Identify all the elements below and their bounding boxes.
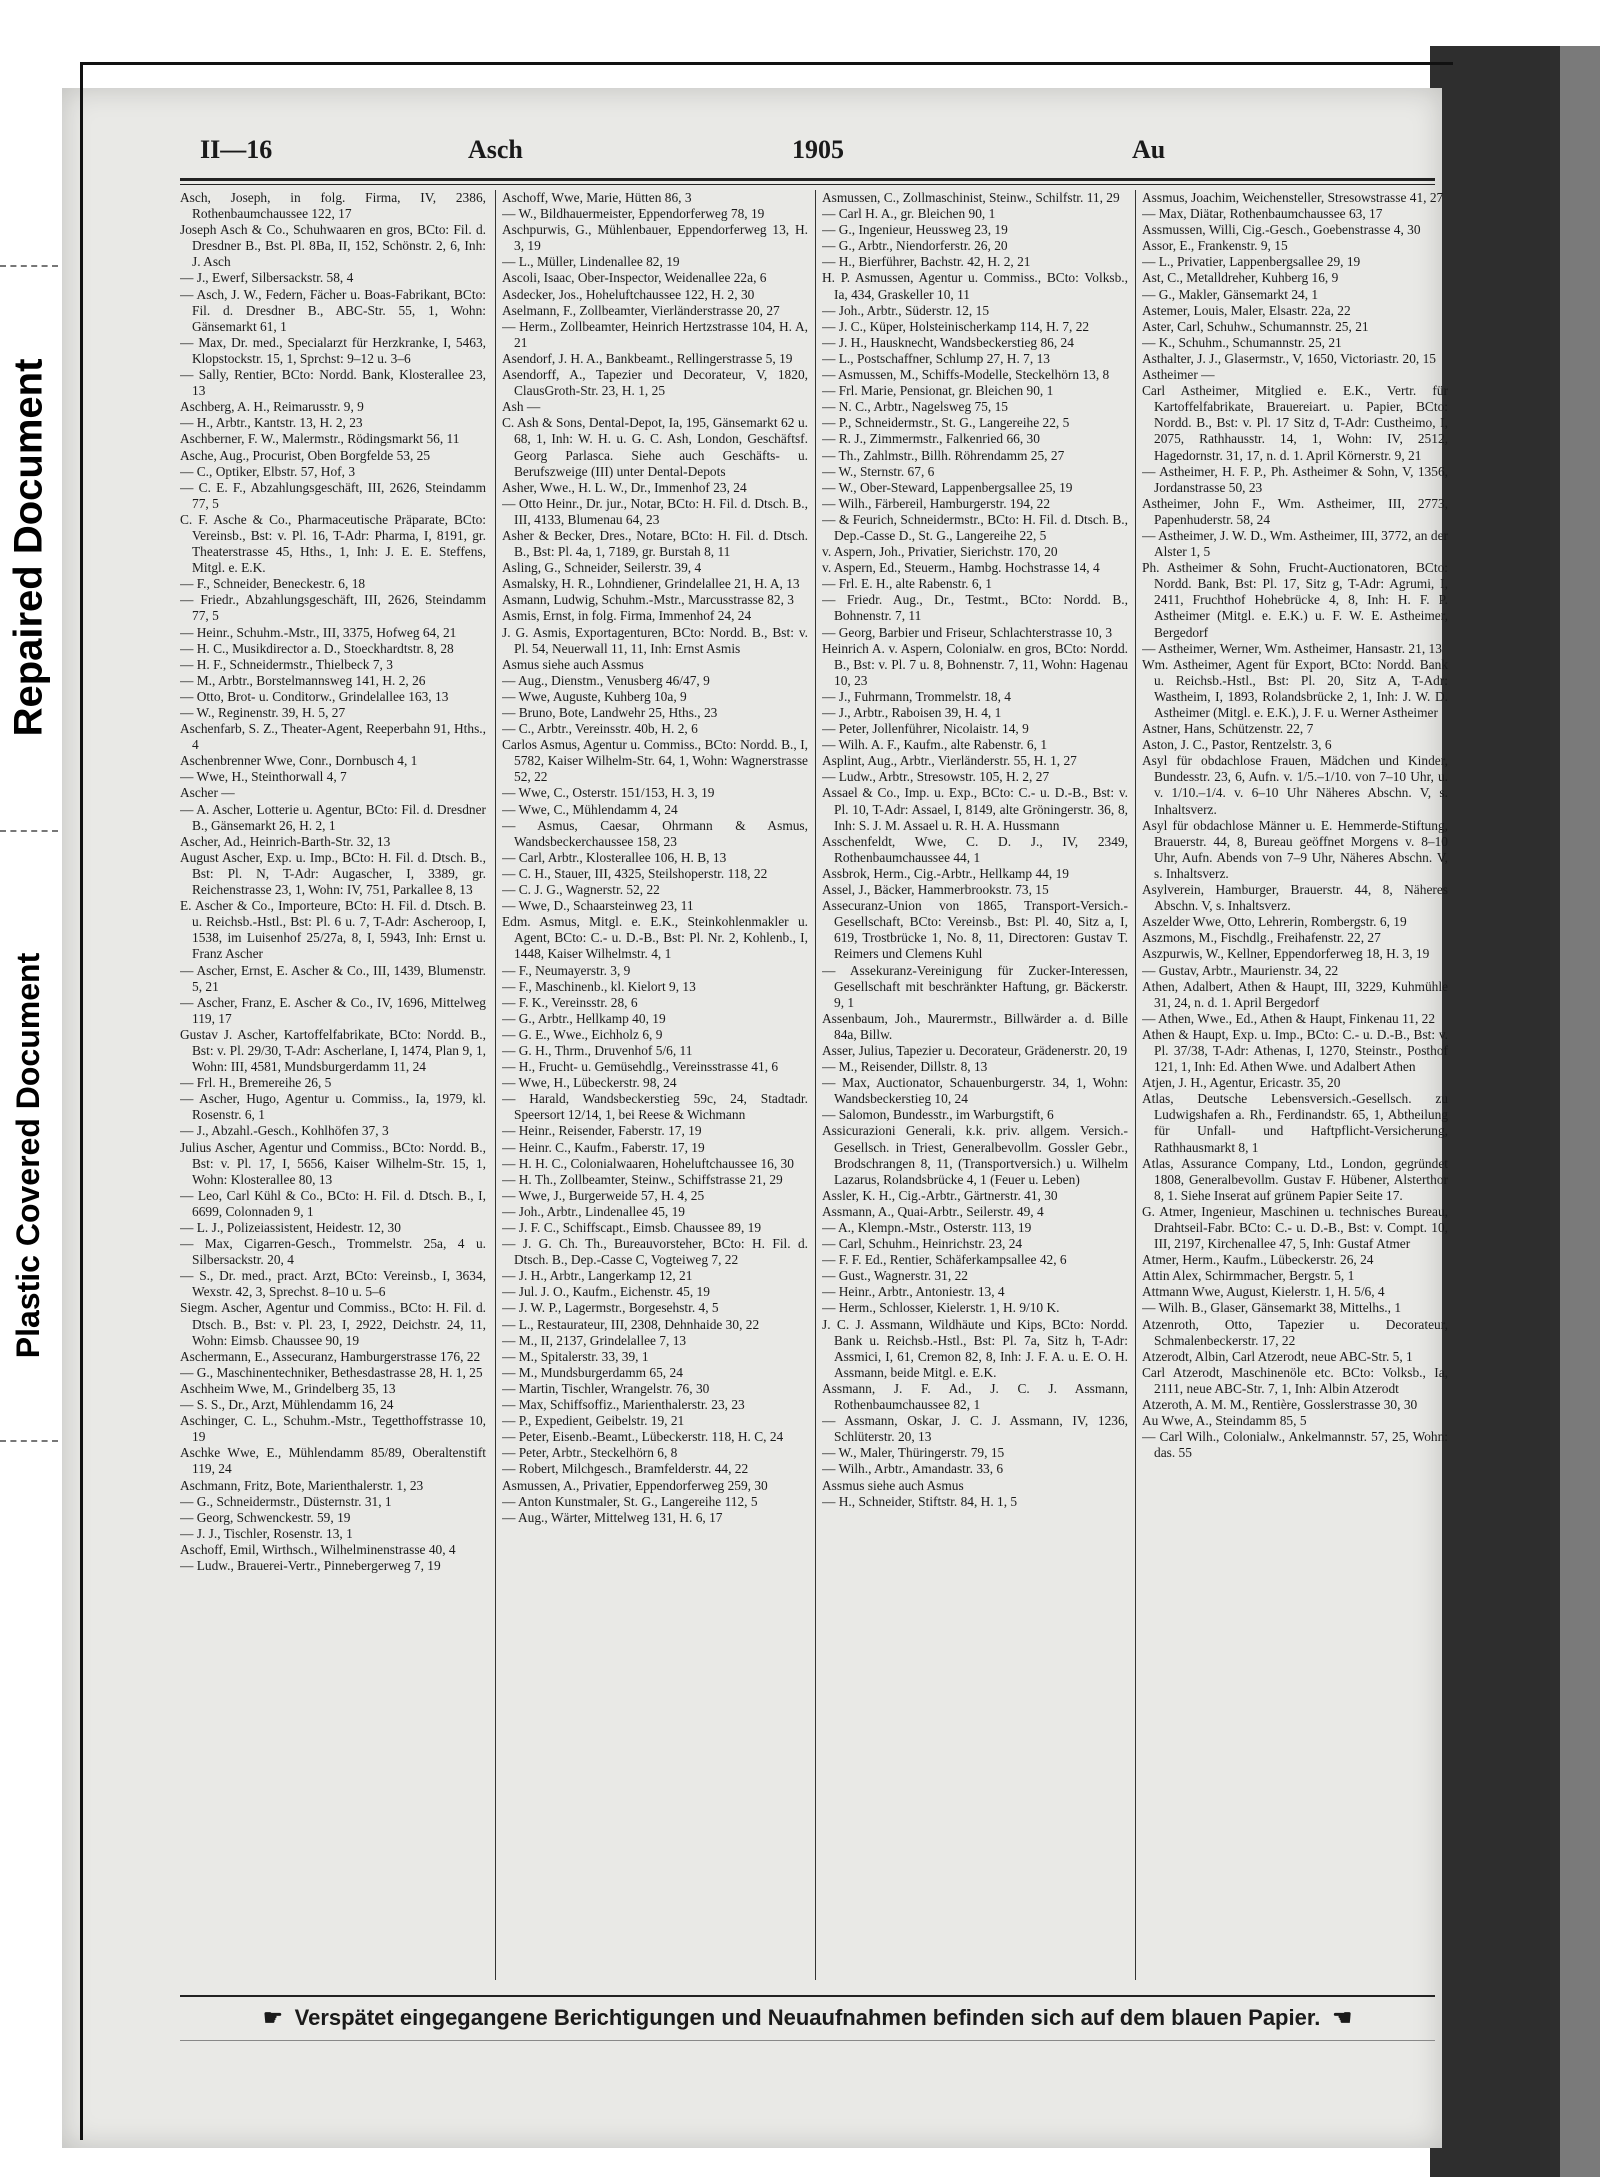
- directory-entry: — J. H., Hausknecht, Wandsbeckerstieg 86, 24: [822, 334, 1074, 350]
- directory-entry: Asmalsky, H. R., Lohndiener, Grindelallee 21, H. A, 13: [502, 576, 800, 592]
- directory-entry: — H. F., Schneidermstr., Thielbeck 7, 3: [180, 656, 393, 672]
- footer-rule: [180, 1995, 1435, 1997]
- directory-entry: — Astheimer, H. F. P., Ph. Astheimer & Sohn, V, 1356, Jordanstrasse 50, 23: [1142, 463, 1448, 495]
- directory-entry: Athen & Haupt, Exp. u. Imp., BCto: C.- u. D.-B., Bst: v. Pl. 37/38, T-Adr: Athenas, I, 1270, Steinstr., Posthof 121, 1, Inh: Ed. Athen Wwe. und Adalbert Athen: [1142, 1026, 1448, 1075]
- directory-entry: — W., Sternstr. 67, 6: [822, 463, 935, 479]
- directory-entry: Assmann, J. F. Ad., J. C. J. Assmann, Rothenbaumchaussee 82, 1: [822, 1380, 1128, 1413]
- directory-entry: J. G. Asmis, Exportagenturen, BCto: Nordd. B., Bst: v. Pl. 54, Neuerwall 11, 11, Inh: Ernst Asmis: [502, 624, 808, 656]
- directory-entry: Assenbaum, Joh., Maurermstr., Billwärder a. d. Bille 84a, Billw.: [822, 1010, 1128, 1042]
- directory-entry: — W., Reginenstr. 39, H. 5, 27: [180, 705, 346, 720]
- directory-entry: — R. J., Zimmermstr., Falkenried 66, 30: [822, 431, 1040, 447]
- directory-entry: Carl Astheimer, Mitglied e. E.K., Vertr. für Kartoffelfabrikate, Brauereiart. u. Papier, BCto: Nordd. B., Bst: v. Pl. 17 Sitz d, T-Adr: Custheimo, I, 2075, Rathhausstr. 14, 1, Wohn: IV, 2512, Hagedornstr. 31, 17, n. d. 1. April Körnerstr. 9, 21: [1142, 383, 1448, 463]
- directory-entry: Aschenfarb, S. Z., Theater-Agent, Reeperbahn 91, Hths., 4: [180, 721, 486, 753]
- directory-entry: — Max, Diätar, Rothenbaumchaussee 63, 17: [1142, 206, 1383, 222]
- directory-entry: — Friedr. Aug., Dr., Testmt., BCto: Nordd. B., Bohnenstr. 7, 11: [822, 592, 1128, 624]
- directory-entry: — Salomon, Bundesstr., im Warburgstift, 6: [822, 1107, 1054, 1123]
- pointing-hand-left-icon: ☛: [262, 2005, 283, 2030]
- directory-entry: — Wwe, Auguste, Kuhberg 10a, 9: [502, 688, 687, 704]
- header-keyword-right: Au: [1132, 135, 1166, 164]
- directory-entry: — Heinr. C., Kaufm., Faberstr. 17, 19: [502, 1139, 705, 1155]
- directory-entry: — Peter, Jollenführer, Nicolaistr. 14, 9: [822, 721, 1029, 737]
- directory-entry: Assor, E., Frankenstr. 9, 15: [1142, 238, 1288, 254]
- page-number: II—16: [200, 135, 273, 164]
- directory-entry: Aschoff, Wwe, Marie, Hütten 86, 3: [502, 190, 692, 205]
- directory-entry: Asch, Joseph, in folg. Firma, IV, 2386, Rothenbaumchaussee 122, 17: [180, 190, 486, 222]
- scan-edge-grey: [1560, 46, 1600, 2177]
- directory-entry: — H., Frucht- u. Gemüsehdlg., Vereinsstrasse 41, 6: [502, 1059, 779, 1075]
- directory-entry: — F., Schneider, Beneckestr. 6, 18: [180, 576, 366, 592]
- directory-entry: Asser, Julius, Tapezier u. Decorateur, Grädenerstr. 20, 19: [822, 1042, 1128, 1058]
- directory-entry: Aszelder Wwe, Otto, Lehrerin, Rombergstr. 6, 19: [1142, 914, 1407, 930]
- directory-entry: Asendorff, A., Tapezier und Decorateur, V, 1820, ClausGroth-Str. 23, H. 1, 25: [502, 367, 808, 399]
- directory-entry: Astemer, Louis, Maler, Elsastr. 22a, 22: [1142, 302, 1351, 318]
- directory-entry: G. Atmer, Ingenieur, Maschinen u. technisches Bureau, Drahtseil-Fabr. BCto: C.- u. D.-B., Bst: v. Compt. 10, III, 2197, Kirchenallee 47, 5, Inh: Gustaf Atmer: [1142, 1203, 1448, 1252]
- directory-entry: Aschermann, E., Assecuranz, Hamburgerstrasse 176, 22: [180, 1348, 481, 1364]
- footer-note: [180, 2005, 1435, 2031]
- directory-entry: Athen, Adalbert, Athen & Haupt, III, 3229, Kuhmühle 31, 24, n. d. 1. April Bergedorf: [1142, 978, 1448, 1010]
- plastic-covered-document-label: Plastic Covered Document: [10, 952, 47, 1358]
- directory-entry: — L., Privatier, Lappenbergsallee 29, 19: [1142, 254, 1361, 270]
- directory-entry: — Sally, Rentier, BCto: Nordd. Bank, Klosterallee 23, 13: [180, 367, 486, 399]
- directory-entry: — C., Optiker, Elbstr. 57, Hof, 3: [180, 463, 356, 479]
- directory-entry: Asmussen, A., Privatier, Eppendorferweg 259, 30: [502, 1477, 768, 1493]
- directory-entry: Ascoli, Isaac, Ober-Inspector, Weidenallee 22a, 6: [502, 270, 767, 286]
- directory-entry: — G., Schneidermstr., Düsternstr. 31, 1: [180, 1493, 392, 1509]
- directory-entry: — L., Postschaffner, Schlump 27, H. 7, 13: [822, 350, 1050, 366]
- header-keyword-left: Asch: [468, 135, 523, 164]
- directory-entry: — F. F. Ed., Rentier, Schäferkampsallee 42, 6: [822, 1252, 1067, 1268]
- directory-entry: — H. Th., Zollbeamter, Steinw., Schiffstrasse 21, 29: [502, 1171, 783, 1187]
- directory-entry: — Max, Cigarren-Gesch., Trommelstr. 25a, 4 u. Silbersackstr. 20, 4: [180, 1236, 486, 1268]
- directory-entry: Aszmons, M., Fischdlg., Freihafenstr. 22, 27: [1142, 930, 1381, 946]
- directory-entry: — Wwe, J., Burgerweide 57, H. 4, 25: [502, 1187, 705, 1203]
- directory-entry: E. Ascher & Co., Importeure, BCto: H. Fil. d. Dtsch. B. u. Reichsb.-Hstl., Bst: Pl. 6 u. 7, T-Adr: Ascheroop, I, 1538, im Luisenhof 25/27a, 8, I, 5943, Inh: Ernst u. Franz Ascher: [180, 898, 486, 962]
- directory-entry: — A., Klempn.-Mstr., Osterstr. 113, 19: [822, 1220, 1032, 1235]
- directory-entry: — C. H., Stauer, III, 4325, Steilshoperstr. 118, 22: [502, 865, 768, 881]
- directory-entry: C. Ash & Sons, Dental-Depot, Ia, 195, Gänsemarkt 62 u. 68, 1, Inh: W. H. u. G. C. Ash, London, Geschäftsf. Georg Parlasca. Siehe auch Geschäfts- u. Berufszweige (III) unter Dental-Depots: [502, 415, 808, 479]
- pointing-hand-right-icon: ☚: [1332, 2005, 1353, 2030]
- directory-entry: Assael & Co., Imp. u. Exp., BCto: C.- u. D.-B., Bst: v. Pl. 10, T-Adr: Assael, I, 8149, alte Gröningerstr. 36, 8, Inh: S. J. M. Assael u. R. H. A. Hussmann: [822, 785, 1128, 833]
- directory-entry: — G., Ingenieur, Heussweg 23, 19: [822, 222, 1008, 238]
- directory-entry: — Martin, Tischler, Wrangelstr. 76, 30: [502, 1380, 710, 1396]
- directory-entry: Au Wwe, A., Steindamm 85, 5: [1142, 1413, 1307, 1429]
- directory-entry: — Wilh. A. F., Kaufm., alte Rabenstr. 6, 1: [822, 737, 1048, 753]
- directory-entry: Siegm. Ascher, Agentur und Commiss., BCto: H. Fil. d. Dtsch. B., Bst: v. Pl. 23, I, 2922, Deichstr. 24, 11, Wohn: Eimsb. Chaussee 90, 19: [180, 1300, 486, 1348]
- directory-entry: Aschmann, Fritz, Bote, Marienthalerstr. 1, 23: [180, 1477, 424, 1493]
- directory-entry: Asmussen, C., Zollmaschinist, Steinw., Schilfstr. 11, 29: [822, 190, 1120, 205]
- directory-entry: — F., Maschinenb., kl. Kielort 9, 13: [502, 978, 696, 994]
- column-divider: [495, 190, 496, 1980]
- directory-entry: Aschheim Wwe, M., Grindelberg 35, 13: [180, 1380, 396, 1396]
- header-rule: [180, 178, 1435, 181]
- directory-entry: — Assmann, Oskar, J. C. J. Assmann, IV, 1236, Schlüterstr. 20, 13: [822, 1413, 1128, 1445]
- directory-entry: Attin Alex, Schirmmacher, Bergstr. 5, 1: [1142, 1268, 1355, 1284]
- directory-entry: — L. J., Polizeiassistent, Heidestr. 12, 30: [180, 1220, 401, 1235]
- directory-entry: Aschoff, Emil, Wirthsch., Wilhelminenstrasse 40, 4: [180, 1541, 456, 1557]
- directory-entry: — Carl, Arbtr., Klosterallee 106, H. B, 13: [502, 849, 727, 865]
- directory-entry: — Carl Wilh., Colonialw., Ankelmannstr. 57, 25, Wohn: das. 55: [1142, 1429, 1448, 1461]
- directory-entry: — Athen, Wwe., Ed., Athen & Haupt, Finkenau 11, 22: [1142, 1010, 1436, 1026]
- directory-entry: — W., Ober-Steward, Lappenbergsallee 25, 19: [822, 479, 1073, 495]
- directory-entry: — H., Schneider, Stiftstr. 84, H. 1, 5: [822, 1493, 1018, 1509]
- directory-entry: — G. E., Wwe., Eichholz 6, 9: [502, 1026, 663, 1042]
- directory-entry: — H., Arbtr., Kantstr. 13, H. 2, 23: [180, 415, 363, 431]
- directory-entry: — F., Neumayerstr. 3, 9: [502, 962, 631, 978]
- directory-entry: Aschinger, C. L., Schuhm.-Mstr., Tegetthoffstrasse 10, 19: [180, 1413, 486, 1445]
- directory-entry: Asendorf, J. H. A., Bankbeamt., Rellingerstrasse 5, 19: [502, 350, 793, 366]
- directory-entry: Astheimer —: [1142, 367, 1215, 383]
- directory-entry: Asmus siehe auch Assmus: [502, 656, 644, 672]
- directory-entry: Astheimer, John F., Wm. Astheimer, III, 2773, Papenhuderstr. 58, 24: [1142, 495, 1448, 527]
- directory-entry: Heinrich A. v. Aspern, Colonialw. en gros, BCto: Nordd. B., Bst: v. Pl. 7 u. 8, Bohnenstr. 7, 11, Wohn: Hagenau 10, 23: [822, 640, 1128, 688]
- directory-entry: C. F. Asche & Co., Pharmaceutische Präparate, BCto: Vereinsb., Bst: v. Pl. 16, T-Adr: Pharma, I, 8191, gr. Theaterstrasse 45, Hths., 1, Inh: J. E. E. Steffens, Mitgl. e. E.K.: [180, 511, 486, 576]
- directory-entry: — C., Arbtr., Vereinsstr. 40b, H. 2, 6: [502, 721, 698, 737]
- directory-entry: Assmus, Joachim, Weichensteller, Stresowstrasse 41, 27: [1142, 190, 1444, 205]
- directory-entry: — Peter, Arbtr., Steckelhörn 6, 8: [502, 1445, 678, 1461]
- directory-entry: Carlos Asmus, Agentur u. Commiss., BCto: Nordd. B., I, 5782, Kaiser Wilhelm-Str. 64, 1, Wohn: Wagnerstrasse 52, 22: [502, 737, 808, 785]
- directory-entry: Attmann Wwe, August, Kielerstr. 1, H. 5/6, 4: [1142, 1284, 1385, 1300]
- directory-entry: Asling, G., Schneider, Seilerstr. 39, 4: [502, 560, 702, 576]
- directory-entry: Aschberner, F. W., Malermstr., Rödingsmarkt 56, 11: [180, 431, 460, 447]
- directory-entry: Aschenbrenner Wwe, Conr., Dornbusch 4, 1: [180, 753, 418, 769]
- directory-entry: Assler, K. H., Cig.-Arbtr., Gärtnerstr. 41, 30: [822, 1187, 1058, 1203]
- directory-entry: — J. G. Ch. Th., Bureauvorsteher, BCto: H. Fil. d. Dtsch. B., Dep.-Casse C, Vogteiweg 7, 22: [502, 1236, 808, 1268]
- directory-entry: August Ascher, Exp. u. Imp., BCto: H. Fil. d. Dtsch. B., Bst: Pl. N, T-Adr: Augascher, I, 3389, gr. Reichenstrasse 23, 1, Wohn: IV, 751, Parkallee 8, 13: [180, 849, 486, 898]
- directory-entry: — M., Spitalerstr. 33, 39, 1: [502, 1348, 649, 1364]
- page-header: [140, 135, 1420, 175]
- directory-entry: Atlas, Deutsche Lebensversich.-Gesellsch. zu Ludwigshafen a. Rh., Ferdinandstr. 65, 1, Abtheilung für Unfall- und Haftpflicht-Versicherung, Rathhausmarkt 8, 1: [1142, 1091, 1448, 1155]
- directory-entry: — Anton Kunstmaler, St. G., Langereihe 112, 5: [502, 1493, 758, 1509]
- directory-entry: — Wwe, C., Mühlendamm 4, 24: [502, 801, 678, 817]
- directory-entry: — J. W. P., Lagermstr., Borgesehstr. 4, 5: [502, 1300, 719, 1316]
- directory-entry: — J., Arbtr., Raboisen 39, H. 4, 1: [822, 705, 1002, 720]
- directory-entry: Assecuranz-Union von 1865, Transport-Versich.-Gesellschaft, BCto: Vereinsb., Bst: Pl. 40, Sitz a, I, 619, Trostbrücke 1, No. 8, 11, Directoren: Gustav T. Reimers und Clemens Kuhl: [822, 898, 1128, 962]
- directory-entry: — J. J., Tischler, Rosenstr. 13, 1: [180, 1525, 353, 1541]
- directory-entry: — N. C., Arbtr., Nagelsweg 75, 15: [822, 399, 1008, 415]
- directory-entry: Assicurazioni Generali, k.k. priv. allgem. Versich.-Gesellsch. in Triest, Generalbevollm. Gossler Gebr., Brodschrangen 8, 11, (Transportversich.) u. Wilhelm Lazarus, Rolandsbrücke 4, 1 (Feuer u. Leben): [822, 1123, 1128, 1187]
- directory-entry: Gustav J. Ascher, Kartoffelfabrikate, BCto: Nordd. B., Bst: v. Pl. 29/30, T-Adr: Ascherlane, I, 1474, Plan 9, 1, Wohn: III, 4581, Mundsburgerdamm 11, 24: [180, 1026, 486, 1075]
- directory-entry: — Joh., Arbtr., Lindenallee 45, 19: [502, 1203, 685, 1219]
- directory-entry: — Assekuranz-Vereinigung für Zucker-Interessen, Gesellschaft mit beschränkter Haftung, gr. Bäckerstr. 9, 1: [822, 962, 1128, 1010]
- directory-entry: v. Aspern, Joh., Privatier, Sierichstr. 170, 20: [822, 544, 1058, 560]
- directory-entry: Assbrok, Herm., Cig.-Arbtr., Hellkamp 44, 19: [822, 865, 1069, 881]
- directory-entry: v. Aspern, Ed., Steuerm., Hambg. Hochstrasse 14, 4: [822, 560, 1100, 576]
- directory-entry: Aster, Carl, Schuhw., Schumannstr. 25, 21: [1142, 318, 1369, 334]
- directory-entry: — Wilh., Färbereil, Hamburgerstr. 194, 22: [822, 495, 1051, 511]
- column-divider: [815, 190, 816, 1980]
- side-panel: [0, 0, 58, 2177]
- directory-entry: Asche, Aug., Procurist, Oben Borgfelde 53, 25: [180, 447, 431, 463]
- directory-entry: — C. J. G., Wagnerstr. 52, 22: [502, 882, 660, 898]
- directory-entry: — Ascher, Franz, E. Ascher & Co., IV, 1696, Mittelweg 119, 17: [180, 994, 486, 1026]
- directory-entry: — Harald, Wandsbeckerstieg 59c, 24, Stadtadr. Speersort 12/14, 1, bei Reese & Wichmann: [502, 1091, 808, 1123]
- directory-entry: — Aug., Dienstm., Venusberg 46/47, 9: [502, 672, 710, 688]
- directory-entry: — H. C., Musikdirector a. D., Stoeckhardtstr. 8, 28: [180, 640, 454, 656]
- directory-entry: — P., Schneidermstr., St. G., Langereihe 22, 5: [822, 415, 1070, 431]
- directory-entry: Asher & Becker, Dres., Notare, BCto: H. Fil. d. Dtsch. B., Bst: Pl. 4a, 1, 7189, gr. Burstah 8, 11: [502, 527, 808, 560]
- directory-entry: — Bruno, Bote, Landwehr 25, Hths., 23: [502, 705, 718, 720]
- directory-entry: Aston, J. C., Pastor, Rentzelstr. 3, 6: [1142, 737, 1332, 753]
- header-rule-thin: [180, 184, 1435, 185]
- directory-entry: — Georg, Barbier und Friseur, Schlachterstrasse 10, 3: [822, 624, 1113, 640]
- directory-entry: — Asch, J. W., Federn, Fächer u. Boas-Fabrikant, BCto: Fil. d. Dresdner B., ABC-Str. 55, 1, Wohn: Gänsemarkt 61, 1: [180, 286, 486, 334]
- directory-entry: Aschke Wwe, E., Mühlendamm 85/89, Oberaltenstift 119, 24: [180, 1445, 486, 1477]
- directory-entry: — Wilh. B., Glaser, Gänsemarkt 38, Mittelhs., 1: [1142, 1300, 1402, 1316]
- side-divider-bottom: [0, 1440, 58, 1442]
- directory-entry: — Herm., Schlosser, Kielerstr. 1, H. 9/10 K.: [822, 1300, 1060, 1316]
- directory-entry: Aschberg, A. H., Reimarusstr. 9, 9: [180, 399, 364, 415]
- directory-entry: — F. K., Vereinsstr. 28, 6: [502, 994, 638, 1010]
- directory-entry: — J., Abzahl.-Gesch., Kohlhöfen 37, 3: [180, 1123, 389, 1139]
- entries-column-1: [180, 190, 486, 1980]
- directory-entry: — Th., Zahlmstr., Billh. Röhrendamm 25, 27: [822, 447, 1065, 463]
- directory-entry: Joseph Asch & Co., Schuhwaaren en gros, BCto: Fil. d. Dresdner B., Bst. Pl. 8Ba, II, 152, Schönstr. 2, 6, Inh: J. Asch: [180, 222, 486, 270]
- directory-entry: — G. H., Thrm., Druvenhof 5/6, 11: [502, 1042, 693, 1058]
- directory-entry: Assmussen, Willi, Cig.-Gesch., Goebenstrasse 4, 30: [1142, 222, 1421, 238]
- directory-entry: — Joh., Arbtr., Süderstr. 12, 15: [822, 302, 990, 318]
- directory-entry: Asyl für obdachlose Männer u. E. Hemmerde-Stiftung, Brauerstr. 44, 8, Bureau geöffnet Morgens v. 8–10 Uhr, Aufn. Abends von 7–9 Uhr, Näheres Abschn. V, s. Inhaltsverz.: [1142, 817, 1448, 881]
- directory-entry: — Astheimer, J. W. D., Wm. Astheimer, III, 3772, an der Alster 1, 5: [1142, 527, 1448, 560]
- directory-entry: — G., Arbtr., Niendorferstr. 26, 20: [822, 238, 1008, 254]
- directory-entry: — Ludw., Arbtr., Stresowstr. 105, H. 2, 27: [822, 769, 1050, 785]
- directory-entry: — M., Reisender, Dillstr. 8, 13: [822, 1059, 988, 1075]
- directory-entry: — Ascher, Hugo, Agentur u. Commiss., Ia, 1979, kl. Rosenstr. 6, 1: [180, 1091, 486, 1123]
- directory-entry: Edm. Asmus, Mitgl. e. E.K., Steinkohlenmakler u. Agent, BCto: C.- u. D.-B., Bst: Pl. Nr. 2, Kohlenb., I, 1448, Kaiser Wilhelmstr. 4, 1: [502, 914, 808, 962]
- entries-column-2: [502, 190, 808, 1980]
- directory-entry: — Heinr., Reisender, Faberstr. 17, 19: [502, 1123, 702, 1139]
- directory-entry: J. C. J. Assmann, Wildhäute und Kips, BCto: Nordd. Bank u. Reichsb.-Hstl., Bst: Pl. 7a, Sitz h, T-Adr: Assmici, I, 61, Cremon 82, 8, Inh: J. F. A. u. E. O. H. Assmann, beide Mitgl. e. E.K.: [822, 1316, 1128, 1380]
- directory-entry: Ast, C., Metalldreher, Kuhberg 16, 9: [1142, 270, 1339, 286]
- directory-entry: Atzerodt, Albin, Carl Atzerodt, neue ABC-Str. 5, 1: [1142, 1348, 1413, 1364]
- directory-entry: Julius Ascher, Agentur und Commiss., BCto: Nordd. B., Bst: v. Pl. 17, I, 5656, Kaiser Wilhelm-Str. 15, 1, Wohn: Klosterallee 80, 13: [180, 1139, 486, 1187]
- directory-entry: Asylverein, Hamburger, Brauerstr. 44, 8, Näheres Abschn. V, s. Inhaltsverz.: [1142, 882, 1448, 914]
- directory-entry: Aszpurwis, W., Kellner, Eppendorferweg 18, H. 3, 19: [1142, 946, 1430, 962]
- column-divider: [1135, 190, 1136, 1980]
- directory-entry: — A. Ascher, Lotterie u. Agentur, BCto: Fil. d. Dresdner B., Gänsemarkt 26, H. 2, 1: [180, 801, 486, 833]
- directory-entry: — J. C., Küper, Holsteinischerkamp 114, H. 7, 22: [822, 318, 1090, 334]
- directory-entry: Atlas, Assurance Company, Ltd., London, gegründet 1808, Generalbevollm. Gustav F. Hübener, Alsterthor 8, 1. Siehe Inserat auf grünem Papier Seite 17.: [1142, 1155, 1448, 1203]
- directory-entry: — Frl. Marie, Pensionat, gr. Bleichen 90, 1: [822, 383, 1054, 399]
- directory-entry: — Gustav, Arbtr., Maurienstr. 34, 22: [1142, 962, 1339, 978]
- directory-entry: — Ascher, Ernst, E. Ascher & Co., III, 1439, Blumenstr. 5, 21: [180, 962, 486, 994]
- directory-entry: — Jul. J. O., Kaufm., Eichenstr. 45, 19: [502, 1284, 710, 1300]
- directory-entry: — Friedr., Abzahlungsgeschäft, III, 2626, Steindamm 77, 5: [180, 592, 486, 624]
- footer-text: Verspätet eingegangene Berichtigungen und Neuaufnahmen befinden sich auf dem blauen Papier.: [294, 2005, 1321, 2030]
- directory-entry: Ascher —: [180, 785, 235, 801]
- directory-entry: — W., Bildhauermeister, Eppendorferweg 78, 19: [502, 206, 765, 222]
- directory-entry: — Wwe, H., Steinthorwall 4, 7: [180, 769, 347, 785]
- directory-entry: Atzeroth, A. M. M., Rentière, Gosslerstrasse 30, 30: [1142, 1397, 1418, 1413]
- directory-entry: Asschenfeldt, Wwe, C. D. J., IV, 2349, Rothenbaumchaussee 44, 1: [822, 833, 1128, 865]
- directory-entry: — L., Müller, Lindenallee 82, 19: [502, 254, 680, 270]
- directory-entry: — Carl H. A., gr. Bleichen 90, 1: [822, 206, 996, 222]
- directory-entry: Ph. Astheimer & Sohn, Frucht-Auctionatoren, BCto: Nordd. Bank, Bst: Pl. 17, Sitz g, T-Adr: Agrumi, I, 2411, Fruchthof Hohebrücke 4, 8, Inh: H. F. P. Astheimer (Mitgl. e. E.K.) u. F. W. E. Astheimer, Bergedorf: [1142, 560, 1448, 640]
- directory-entry: — J. H., Arbtr., Langerkamp 12, 21: [502, 1268, 693, 1284]
- directory-entry: Asdecker, Jos., Hoheluftchaussee 122, H. 2, 30: [502, 286, 755, 302]
- directory-entry: — Leo, Carl Kühl & Co., BCto: H. Fil. d. Dtsch. B., I, 6699, Colonnaden 9, 1: [180, 1187, 486, 1219]
- directory-entry: — H. H. C., Colonialwaaren, Hoheluftchaussee 16, 30: [502, 1155, 794, 1171]
- directory-entry: — Max, Dr. med., Specialarzt für Herzkranke, I, 5463, Klopstockstr. 15, 1, Sprchst: 9–12 u. 3–6: [180, 334, 486, 366]
- directory-entry: Atjen, J. H., Agentur, Ericastr. 35, 20: [1142, 1075, 1341, 1091]
- directory-entry: — & Feurich, Schneidermstr., BCto: H. Fil. d. Dtsch. B., Dep.-Casse D., St. G., Langereihe 22, 5: [822, 511, 1128, 543]
- directory-entry: Asthalter, J. J., Glasermstr., V, 1650, Victoriastr. 20, 15: [1142, 350, 1436, 366]
- directory-entry: Asmis, Ernst, in folg. Firma, Immenhof 24, 24: [502, 608, 752, 624]
- directory-entry: — Wwe, C., Osterstr. 151/153, H. 3, 19: [502, 785, 715, 801]
- directory-entry: — P., Expedient, Geibelstr. 19, 21: [502, 1413, 685, 1429]
- directory-entry: — M., Arbtr., Borstelmannsweg 141, H. 2, 26: [180, 672, 426, 688]
- directory-entry: Astner, Hans, Schützenstr. 22, 7: [1142, 721, 1314, 737]
- directory-entry: Asplint, Aug., Arbtr., Vierländerstr. 55, H. 1, 27: [822, 753, 1077, 769]
- directory-entry: — Max, Schiffsoffiz., Marienthalerstr. 23, 23: [502, 1397, 745, 1413]
- directory-entry: — Carl, Schuhm., Heinrichstr. 23, 24: [822, 1236, 1023, 1252]
- directory-entry: — Heinr., Schuhm.-Mstr., III, 3375, Hofweg 64, 21: [180, 624, 457, 640]
- repaired-document-label: Repaired Document: [6, 358, 51, 737]
- side-divider-top: [0, 265, 58, 267]
- directory-entry: — S., Dr. med., pract. Arzt, BCto: Vereinsb., I, 3634, Wexstr. 42, 3, Sprechst. 8–10 u. 5–6: [180, 1268, 486, 1300]
- directory-entry: Carl Atzerodt, Maschinenöle etc. BCto: Volksb., Ia, 2111, neue ABC-Str. 7, 1, Inh: Albin Atzerodt: [1142, 1364, 1448, 1396]
- directory-entry: — Ludw., Brauerei-Vertr., Pinnebergerweg 7, 19: [180, 1557, 441, 1573]
- directory-entry: Wm. Astheimer, Agent für Export, BCto: Nordd. Bank u. Reichsb.-Hstl., Bst: Pl. 20, Sitz A, T-Adr: Wastheim, I, 1893, Rolandsbrücke 2, 1, Inh: J. W. D. Astheimer (Mitgl. e. E.K.), J. F. u. Werner Astheimer: [1142, 656, 1448, 720]
- directory-entry: Aselmann, F., Zollbeamter, Vierländerstrasse 20, 27: [502, 302, 780, 318]
- directory-entry: — W., Maler, Thüringerstr. 79, 15: [822, 1445, 1005, 1461]
- directory-entry: Ash —: [502, 399, 541, 415]
- directory-entry: — G., Maschinentechniker, Bethesdastrasse 28, H. 1, 25: [180, 1364, 483, 1380]
- directory-entry: — Aug., Wärter, Mittelweg 131, H. 6, 17: [502, 1509, 723, 1525]
- directory-entry: — J. F. C., Schiffscapt., Eimsb. Chaussee 89, 19: [502, 1220, 762, 1235]
- directory-entry: Asher, Wwe., H. L. W., Dr., Immenhof 23, 24: [502, 479, 747, 495]
- directory-entry: — K., Schuhm., Schumannstr. 25, 21: [1142, 334, 1342, 350]
- directory-entry: — G., Makler, Gänsemarkt 24, 1: [1142, 286, 1319, 302]
- directory-entry: — Astheimer, Werner, Wm. Astheimer, Hansastr. 21, 13: [1142, 640, 1442, 656]
- directory-entry: — Wwe, D., Schaarsteinweg 23, 11: [502, 898, 694, 914]
- directory-entry: Atzenroth, Otto, Tapezier u. Decorateur, Schmalenbeckerstr. 17, 22: [1142, 1316, 1448, 1348]
- directory-entry: — Frl. H., Bremereihe 26, 5: [180, 1075, 332, 1091]
- header-year: 1905: [792, 135, 844, 164]
- bottom-rule: [180, 2040, 1435, 2041]
- directory-entry: — Wilh., Arbtr., Amandastr. 33, 6: [822, 1461, 1004, 1477]
- directory-entry: — Frl. E. H., alte Rabenstr. 6, 1: [822, 576, 992, 592]
- directory-entry: — Robert, Milchgesch., Bramfelderstr. 44, 22: [502, 1461, 749, 1477]
- side-divider-middle: [0, 830, 58, 832]
- directory-entry: — Otto Heinr., Dr. jur., Notar, BCto: H. Fil. d. Dtsch. B., III, 4133, Blumenau 64, 23: [502, 495, 808, 527]
- directory-entry: Asyl für obdachlose Frauen, Mädchen und Kinder, Bundesstr. 23, 6, Aufn. v. 1/5.–1/10. von 7–10 Uhr, u. v. 1/10.–1/4. v. 6–10 Uhr Näheres Abschn. V, s. Inhaltsverz.: [1142, 753, 1448, 817]
- directory-entry: Assel, J., Bäcker, Hammerbrookstr. 73, 15: [822, 882, 1049, 898]
- directory-entry: — M., Mundsburgerdamm 65, 24: [502, 1364, 683, 1380]
- directory-entry: — M., II, 2137, Grindelallee 7, 13: [502, 1332, 687, 1348]
- directory-entry: — Asmus, Caesar, Ohrmann & Asmus, Wandsbeckerchaussee 158, 23: [502, 817, 808, 849]
- directory-entry: — Asmussen, M., Schiffs-Modelle, Steckelhörn 13, 8: [822, 367, 1110, 383]
- directory-entry: Assmann, A., Quai-Arbtr., Seilerstr. 49, 4: [822, 1203, 1044, 1219]
- directory-entry: — J., Fuhrmann, Trommelstr. 18, 4: [822, 688, 1011, 704]
- directory-entry: — H., Bierführer, Bachstr. 42, H. 2, 21: [822, 254, 1031, 270]
- directory-entry: — Herm., Zollbeamter, Heinrich Hertzstrasse 104, H. A, 21: [502, 318, 808, 350]
- directory-entry: Atmer, Herm., Kaufm., Lübeckerstr. 26, 24: [1142, 1252, 1374, 1268]
- directory-entry: — C. E. F., Abzahlungsgeschäft, III, 2626, Steindamm 77, 5: [180, 479, 486, 511]
- directory-entry: Ascher, Ad., Heinrich-Barth-Str. 32, 13: [180, 833, 391, 849]
- directory-entry: — Otto, Brot- u. Conditorw., Grindelallee 163, 13: [180, 688, 449, 704]
- directory-entry: — Gust., Wagnerstr. 31, 22: [822, 1268, 968, 1284]
- entries-column-4: [1142, 190, 1448, 1980]
- entries-column-3: [822, 190, 1128, 1980]
- directory-entry: — Peter, Eisenb.-Beamt., Lübeckerstr. 118, H. C, 24: [502, 1429, 784, 1445]
- directory-entry: — Georg, Schwenckestr. 59, 19: [180, 1509, 351, 1525]
- directory-entry: Aschpurwis, G., Mühlenbauer, Eppendorferweg 13, H. 3, 19: [502, 222, 808, 254]
- directory-entry: Assmus siehe auch Asmus: [822, 1477, 964, 1493]
- directory-entry: — J., Ewerf, Silbersackstr. 58, 4: [180, 270, 354, 286]
- directory-entry: H. P. Asmussen, Agentur u. Commiss., BCto: Volksb., Ia, 434, Graskeller 10, 11: [822, 270, 1128, 302]
- directory-entry: — G., Arbtr., Hellkamp 40, 19: [502, 1010, 666, 1026]
- directory-entry: — Heinr., Arbtr., Antoniestr. 13, 4: [822, 1284, 1005, 1300]
- directory-entry: — Wwe, H., Lübeckerstr. 98, 24: [502, 1075, 677, 1091]
- directory-entry: — L., Restaurateur, III, 2308, Dehnhaide 30, 22: [502, 1316, 760, 1332]
- directory-entry: — S. S., Dr., Arzt, Mühlendamm 16, 24: [180, 1397, 394, 1413]
- directory-entry: Asmann, Ludwig, Schuhm.-Mstr., Marcusstrasse 82, 3: [502, 592, 794, 608]
- directory-entry: — Max, Auctionator, Schauenburgerstr. 34, 1, Wohn: Wandsbeckerstieg 10, 24: [822, 1075, 1128, 1107]
